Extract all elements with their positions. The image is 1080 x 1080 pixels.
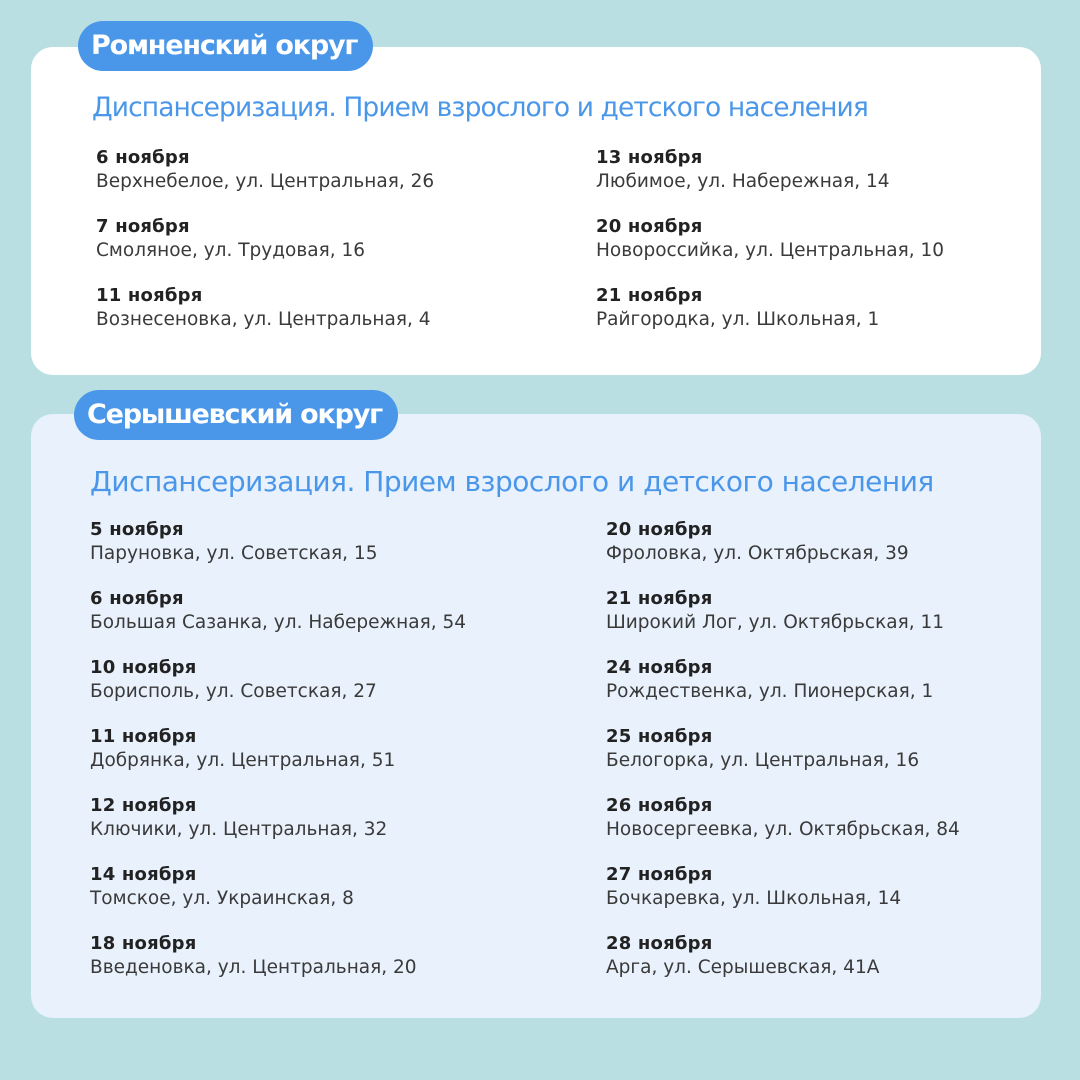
- schedule-item: [90, 864, 466, 933]
- schedule-item: [606, 864, 960, 933]
- schedule-item: [606, 519, 960, 588]
- schedule-column-right: [606, 519, 960, 1002]
- schedule-date: 14 ноября: [90, 864, 197, 885]
- schedule-address: Рождественка, ул. Пионерская, 1: [606, 681, 934, 702]
- schedule-date: 12 ноября: [90, 795, 197, 816]
- schedule-item: [90, 588, 466, 657]
- schedule-date: 11 ноября: [96, 285, 203, 306]
- schedule-column-left: [90, 519, 466, 1002]
- schedule-date: 7 ноября: [96, 216, 190, 237]
- schedule-item: [596, 216, 944, 285]
- schedule-date: 6 ноября: [96, 147, 190, 168]
- schedule-address: Вознесеновка, ул. Центральная, 4: [96, 309, 431, 330]
- schedule-column-right: [596, 147, 944, 354]
- schedule-address: Большая Сазанка, ул. Набережная, 54: [90, 612, 467, 633]
- schedule-item: [90, 795, 466, 864]
- schedule-address: Добрянка, ул. Центральная, 51: [90, 750, 396, 771]
- schedule-address: Бочкаревка, ул. Школьная, 14: [606, 888, 902, 909]
- schedule-date: 28 ноября: [606, 933, 713, 954]
- schedule-date: 18 ноября: [90, 933, 197, 954]
- schedule-address: Новороссийка, ул. Центральная, 10: [596, 240, 944, 261]
- schedule-item: [96, 147, 434, 216]
- schedule-address: Верхнебелое, ул. Центральная, 26: [96, 171, 435, 192]
- schedule-date: 27 ноября: [606, 864, 713, 885]
- schedule-item: [606, 933, 960, 1002]
- schedule-item: [90, 726, 466, 795]
- section-heading: Диспансеризация. Прием взрослого и детского населения: [92, 92, 868, 123]
- schedule-item: [606, 795, 960, 864]
- schedule-address: Смоляное, ул. Трудовая, 16: [96, 240, 366, 261]
- schedule-item: [596, 147, 944, 216]
- schedule-address: Ключики, ул. Центральная, 32: [90, 819, 388, 840]
- schedule-address: Новосергеевка, ул. Октябрьская, 84: [606, 819, 960, 840]
- schedule-address: Паруновка, ул. Советская, 15: [90, 543, 378, 564]
- schedule-address: Широкий Лог, ул. Октябрьская, 11: [606, 612, 945, 633]
- schedule-column-left: [96, 147, 434, 354]
- section-heading: Диспансеризация. Прием взрослого и детского населения: [90, 465, 934, 498]
- schedule-date: 24 ноября: [606, 657, 713, 678]
- schedule-address: Белогорка, ул. Центральная, 16: [606, 750, 920, 771]
- schedule-item: [90, 519, 466, 588]
- schedule-date: 25 ноября: [606, 726, 713, 747]
- schedule-date: 6 ноября: [90, 588, 184, 609]
- schedule-item: [90, 657, 466, 726]
- schedule-date: 20 ноября: [606, 519, 713, 540]
- schedule-address: Борисполь, ул. Советская, 27: [90, 681, 377, 702]
- schedule-date: 21 ноября: [596, 285, 703, 306]
- schedule-date: 11 ноября: [90, 726, 197, 747]
- schedule-item: [90, 933, 466, 1002]
- schedule-address: Арга, ул. Серышевская, 41А: [606, 957, 880, 978]
- schedule-date: 13 ноября: [596, 147, 703, 168]
- schedule-date: 20 ноября: [596, 216, 703, 237]
- schedule-item: [596, 285, 944, 354]
- schedule-address: Томское, ул. Украинская, 8: [90, 888, 354, 909]
- schedule-address: Введеновка, ул. Центральная, 20: [90, 957, 417, 978]
- schedule-date: 10 ноября: [90, 657, 197, 678]
- schedule-item: [606, 657, 960, 726]
- schedule-item: [96, 216, 434, 285]
- schedule-address: Фроловка, ул. Октябрьская, 39: [606, 543, 909, 564]
- schedule-item: [606, 588, 960, 657]
- schedule-date: 21 ноября: [606, 588, 713, 609]
- schedule-address: Райгородка, ул. Школьная, 1: [596, 309, 880, 330]
- schedule-address: Любимое, ул. Набережная, 14: [596, 171, 890, 192]
- schedule-item: [606, 726, 960, 795]
- schedule-date: 26 ноября: [606, 795, 713, 816]
- district-title-badge: Ромненский округ: [78, 21, 373, 71]
- district-title-badge: Серышевский округ: [74, 390, 398, 440]
- schedule-item: [96, 285, 434, 354]
- schedule-date: 5 ноября: [90, 519, 184, 540]
